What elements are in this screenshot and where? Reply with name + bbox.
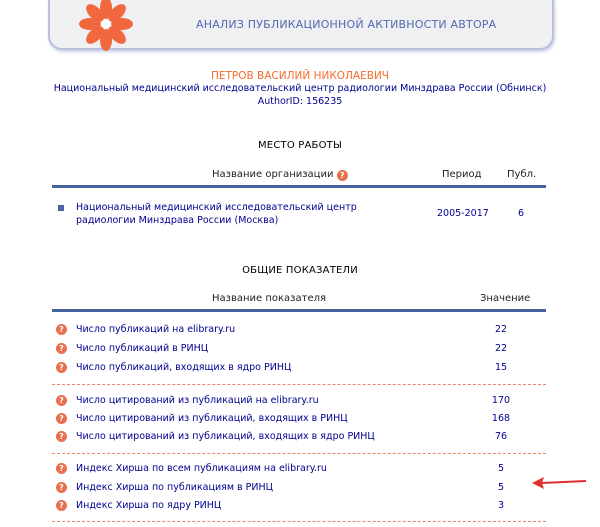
indicator-label[interactable]: Число цитирований из публикаций на elibrary.ru	[76, 395, 319, 406]
annotation-arrow-icon	[530, 473, 590, 493]
help-icon[interactable]: ?	[56, 413, 67, 424]
help-icon[interactable]: ?	[56, 463, 67, 474]
table-row	[56, 480, 526, 498]
table-row	[56, 360, 526, 378]
indicator-label[interactable]: Индекс Хирша по публикациям в РИНЦ	[76, 482, 274, 493]
workplace-col-period: Период	[442, 169, 482, 180]
help-icon[interactable]: ?	[56, 395, 67, 406]
help-icon[interactable]: ?	[56, 482, 67, 493]
flower-logo-icon	[76, 0, 136, 54]
header-banner	[48, 0, 554, 50]
workplace-org-link[interactable]: Национальный медицинский исследовательский центр радиологии Минздрава России (Москва)	[76, 202, 357, 226]
indicators-col-name: Название показателя	[212, 293, 327, 304]
help-icon[interactable]: ?	[56, 343, 67, 354]
author-name: ПЕТРОВ ВАСИЛИЙ НИКОЛАЕВИЧ	[210, 70, 390, 82]
indicator-value: 5	[497, 463, 505, 474]
workplace-col-pubs: Публ.	[507, 169, 537, 180]
table-row	[56, 393, 526, 411]
table-row	[56, 322, 526, 340]
workplace-header-divider	[52, 185, 546, 188]
help-icon[interactable]: ?	[56, 500, 67, 511]
indicator-value[interactable]: 22	[494, 343, 508, 354]
help-icon[interactable]: ?	[56, 362, 67, 373]
indicator-label[interactable]: Число публикаций, входящих в ядро РИНЦ	[76, 362, 292, 373]
indicator-value[interactable]: 168	[491, 413, 511, 424]
indicator-label[interactable]: Индекс Хирша по всем публикациям на elibrary.ru	[76, 463, 327, 474]
group-divider	[52, 453, 546, 454]
indicators-section-title: ОБЩИЕ ПОКАЗАТЕЛИ	[242, 265, 358, 276]
table-row	[56, 461, 526, 479]
indicator-value: 5	[497, 482, 505, 493]
group-divider	[52, 521, 546, 522]
indicator-value[interactable]: 76	[494, 431, 508, 442]
page-title: АНАЛИЗ ПУБЛИКАЦИОННОЙ АКТИВНОСТИ АВТОРА	[196, 18, 497, 31]
indicator-label[interactable]: Число публикаций в РИНЦ	[76, 343, 209, 354]
table-row	[56, 498, 526, 516]
indicators-header-divider	[52, 309, 546, 312]
help-icon[interactable]: ?	[56, 324, 67, 335]
indicator-value[interactable]: 22	[494, 324, 508, 335]
author-organization: Национальный медицинский исследовательский центр радиологии Минздрава России (Обнинск)	[53, 83, 547, 94]
workplace-period: 2005-2017	[437, 208, 489, 219]
indicator-value[interactable]: 170	[491, 395, 511, 406]
indicator-label[interactable]: Число цитирований из публикаций, входящих в ядро РИНЦ	[76, 431, 375, 442]
workplace-pubs-count[interactable]: 6	[518, 208, 525, 219]
help-icon[interactable]: ?	[337, 170, 348, 181]
author-id: AuthorID: 156235	[257, 96, 343, 107]
table-row	[56, 429, 526, 447]
indicator-label[interactable]: Число цитирований из публикаций, входящих в РИНЦ	[76, 413, 348, 424]
workplace-col-org	[212, 169, 348, 181]
indicator-value: 3	[497, 500, 505, 511]
group-divider	[52, 384, 546, 385]
workplace-col-org-label: Название организации	[212, 169, 334, 180]
indicators-col-value: Значение	[480, 293, 531, 304]
table-row	[56, 341, 526, 359]
list-bullet-icon	[58, 205, 64, 211]
workplace-section-title: МЕСТО РАБОТЫ	[257, 140, 343, 151]
indicator-label[interactable]: Индекс Хирша по ядру РИНЦ	[76, 500, 222, 511]
table-row	[56, 411, 526, 429]
indicator-label[interactable]: Число публикаций на elibrary.ru	[76, 324, 236, 335]
indicator-value[interactable]: 15	[494, 362, 508, 373]
help-icon[interactable]: ?	[56, 431, 67, 442]
